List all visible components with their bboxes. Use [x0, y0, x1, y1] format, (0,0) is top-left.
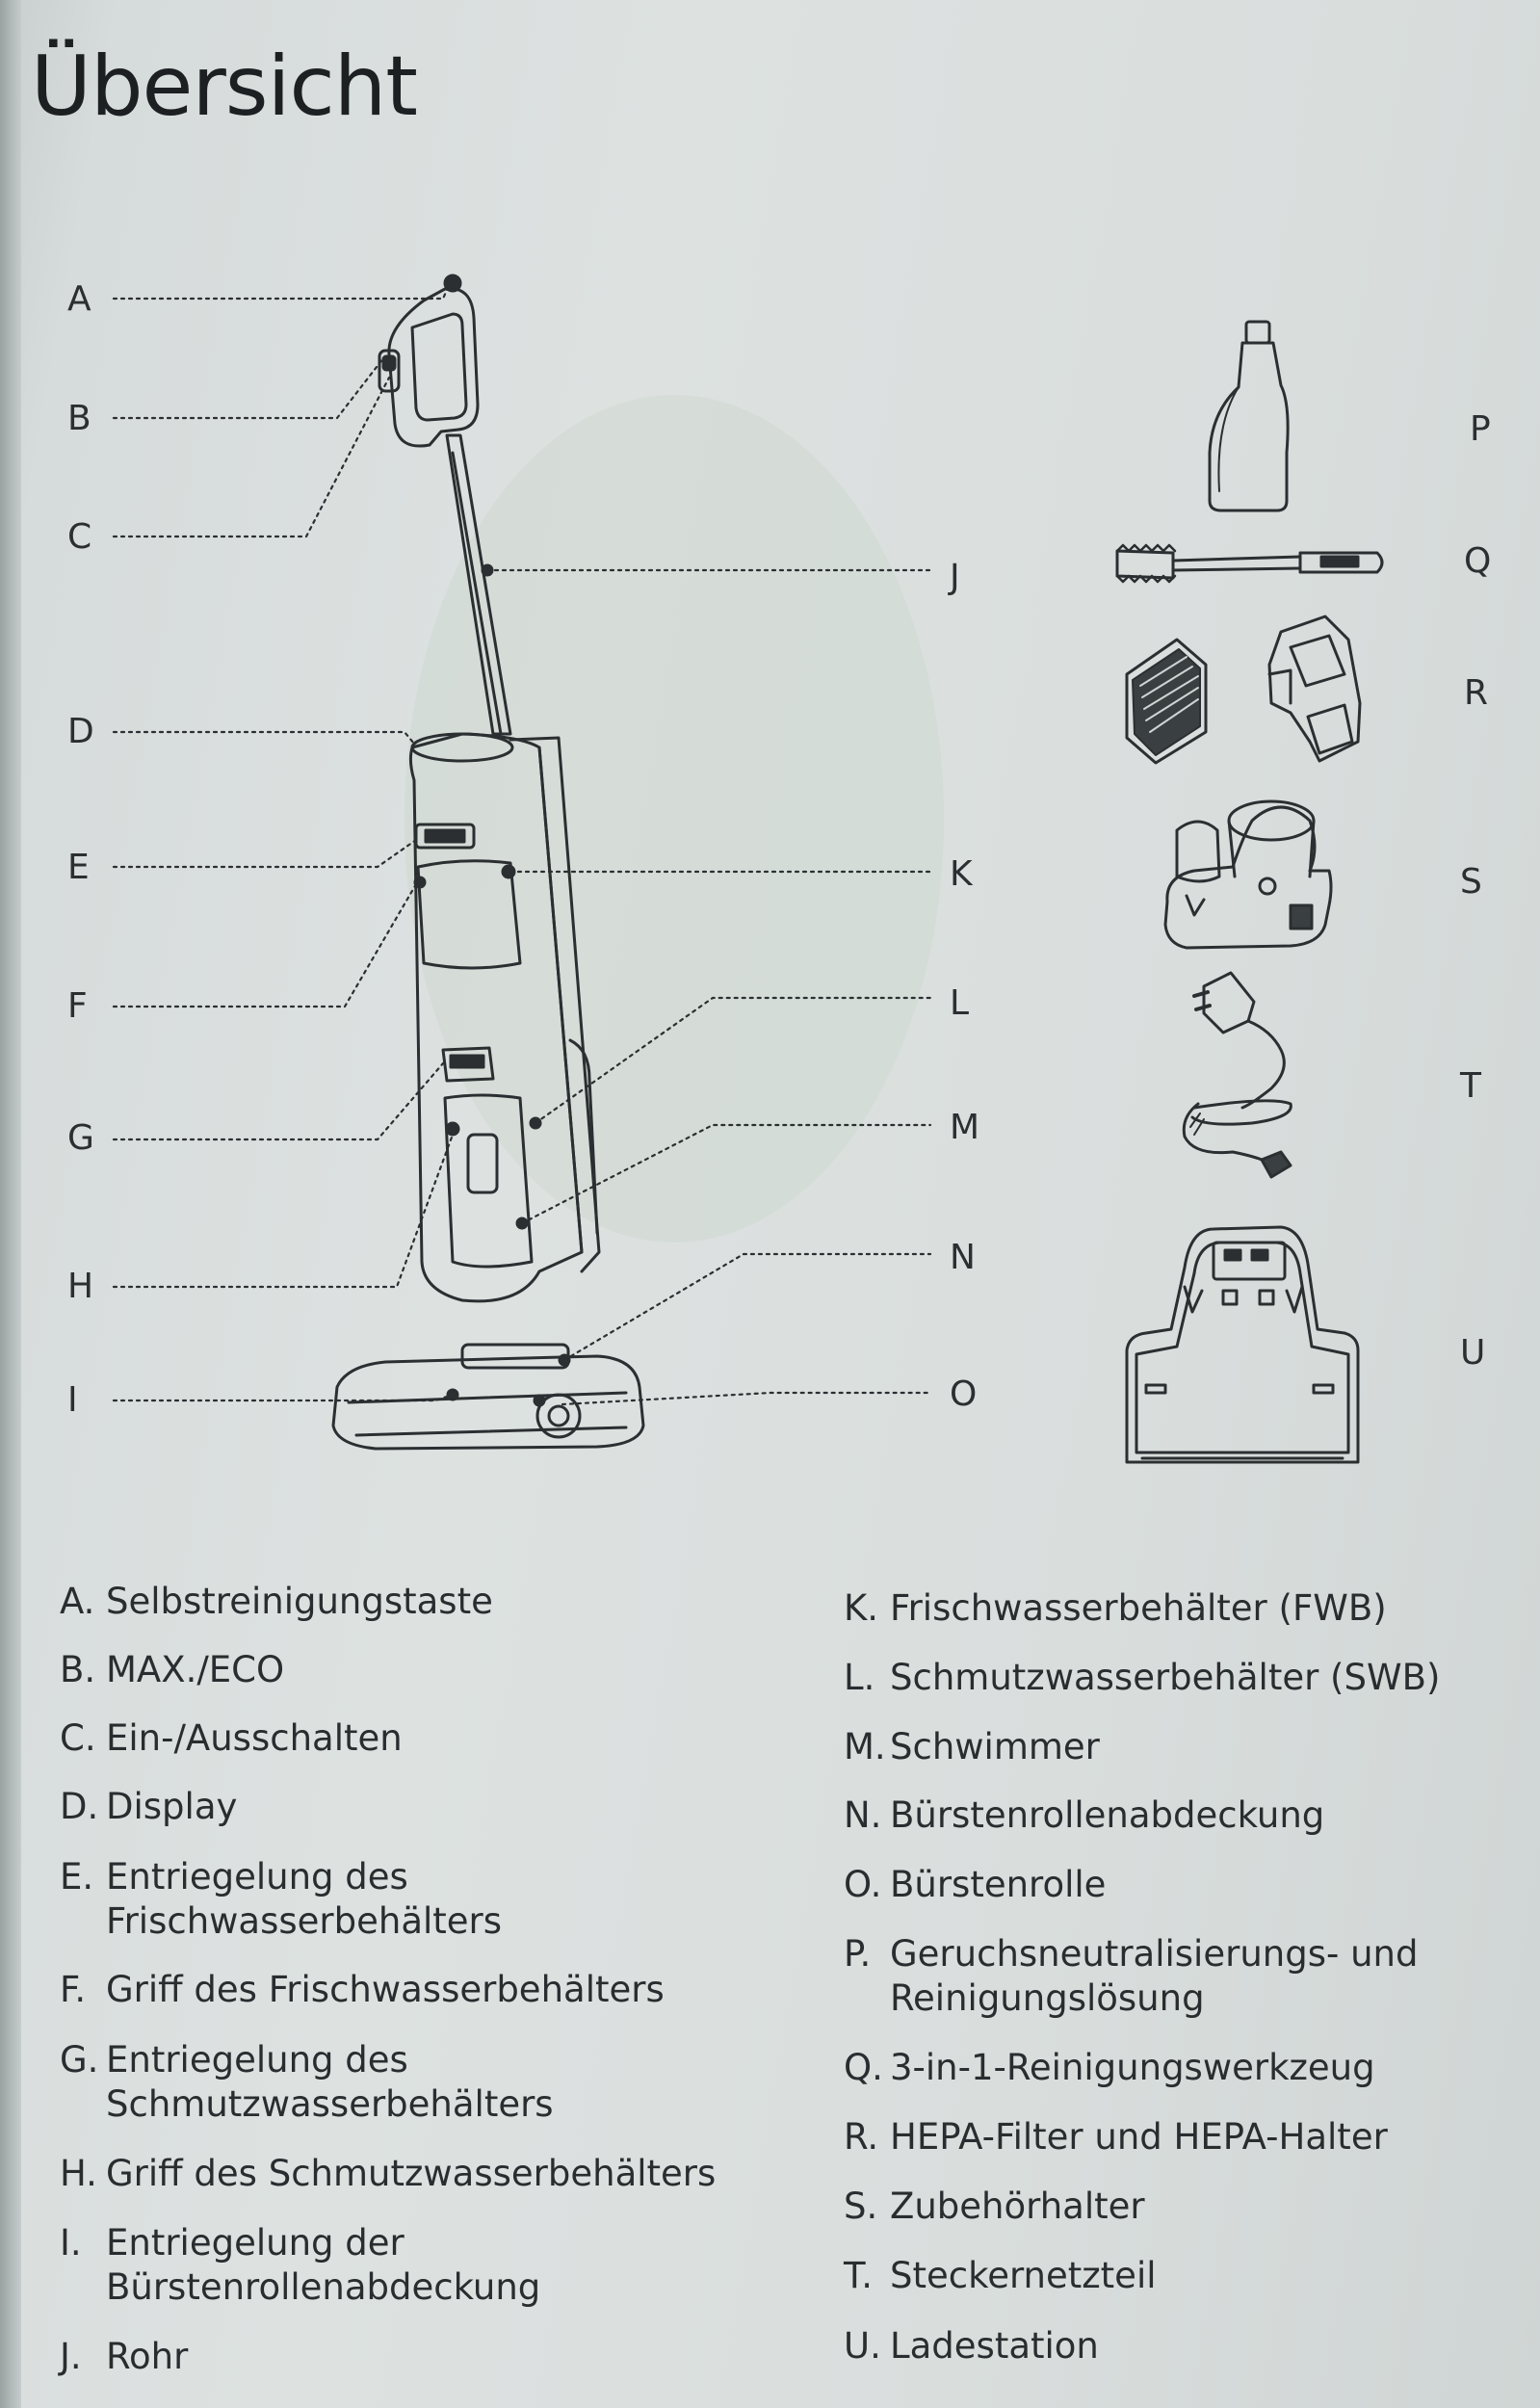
leader-d	[114, 732, 414, 744]
hepa-holder	[1269, 616, 1360, 761]
legend-item-k	[844, 1586, 1387, 1631]
legend-key: U.	[844, 2325, 881, 2367]
legend-text: Display	[106, 1786, 238, 1827]
leader-l	[535, 998, 930, 1123]
callout-letter-e: E	[67, 848, 90, 887]
callout-letter-n: N	[950, 1238, 976, 1277]
legend-key: N.	[844, 1794, 882, 1836]
accessory-holder	[1165, 801, 1331, 948]
callout-letter-l: L	[950, 983, 970, 1023]
legend-key: D.	[60, 1786, 99, 1827]
legend-text: MAX./ECO	[106, 1649, 285, 1690]
callout-letter-d: D	[67, 712, 94, 751]
callout-letter-g: G	[67, 1118, 94, 1158]
legend-key: H.	[60, 2153, 97, 2194]
legend-key: O.	[844, 1864, 882, 1905]
callout-letter-r: R	[1464, 673, 1489, 713]
callout-letter-t: T	[1460, 1066, 1481, 1106]
legend-key: K.	[844, 1587, 879, 1629]
legend-text: HEPA-Filter und HEPA-Halter	[890, 2116, 1388, 2158]
leader-g	[114, 1063, 443, 1139]
legend-text: 3-in-1-Reinigungswerkzeug	[890, 2047, 1375, 2088]
power-adapter	[1184, 973, 1291, 1177]
solution-bottle	[1210, 322, 1288, 510]
legend-item-m	[844, 1725, 1100, 1769]
leader-f	[114, 884, 416, 1007]
legend-key: Q.	[844, 2047, 883, 2088]
callout-letter-k: K	[950, 854, 973, 894]
leader-h	[114, 1135, 453, 1287]
legend-text: Entriegelung des Schmutzwasserbehälters	[106, 2039, 554, 2125]
vacuum-floor-head	[333, 1345, 643, 1449]
legend-item-s	[844, 2185, 1145, 2229]
leader-a	[114, 281, 451, 299]
legend-key: G.	[60, 2039, 99, 2081]
callout-letter-i: I	[67, 1380, 78, 1420]
legend-item-o	[844, 1863, 1106, 1907]
callout-letter-h: H	[67, 1267, 94, 1306]
callout-letter-o: O	[950, 1374, 978, 1414]
leader-lines	[114, 281, 930, 1404]
legend-key: F.	[60, 1969, 87, 2010]
legend-key: S.	[844, 2186, 878, 2227]
legend-key: C.	[60, 1717, 96, 1759]
legend-item-p	[844, 1932, 1422, 2021]
vacuum-body	[410, 734, 599, 1301]
legend-text: Steckernetzteil	[890, 2255, 1157, 2296]
legend-key: M.	[844, 1726, 886, 1767]
legend-item-j	[60, 2335, 188, 2379]
legend-text: Frischwasserbehälter (FWB)	[890, 1587, 1387, 1629]
self-clean-button	[445, 275, 460, 291]
legend-text: Ein-/Ausschalten	[106, 1717, 403, 1759]
vacuum-handle	[379, 275, 478, 446]
callout-letter-b: B	[67, 399, 91, 438]
legend-text: Zubehörhalter	[890, 2186, 1145, 2227]
callout-letter-q: Q	[1464, 541, 1492, 581]
charging-station	[1127, 1227, 1358, 1462]
legend-item-r	[844, 2115, 1388, 2159]
legend-item-e	[60, 1855, 503, 1944]
callout-letter-c: C	[67, 517, 92, 557]
legend-text: Bürstenrolle	[890, 1864, 1107, 1905]
legend-key: I.	[60, 2222, 82, 2264]
legend-text: Selbstreinigungstaste	[106, 1581, 493, 1622]
legend-item-c	[60, 1716, 403, 1761]
leader-e	[114, 840, 416, 867]
legend-key: B.	[60, 1649, 96, 1690]
legend-item-g	[60, 2038, 554, 2127]
callout-letter-f: F	[67, 986, 88, 1026]
legend-text: Ladestation	[890, 2325, 1099, 2367]
legend-text: Entriegelung des Frischwasserbehälters	[106, 1856, 503, 1942]
legend-item-q	[844, 2046, 1375, 2090]
legend-item-t	[844, 2254, 1157, 2298]
hepa-filter	[1127, 640, 1206, 763]
leader-m	[522, 1125, 930, 1223]
legend-item-n	[844, 1793, 1324, 1838]
page-title: Übersicht	[31, 39, 418, 135]
legend-text: Griff des Frischwasserbehälters	[106, 1969, 665, 2010]
legend-key: A.	[60, 1581, 95, 1622]
callout-letter-a: A	[67, 279, 91, 319]
swb-handle	[468, 1135, 497, 1192]
cleaning-tool	[1117, 545, 1382, 582]
legend-item-u	[844, 2324, 1099, 2369]
legend-text: Schmutzwasserbehälter (SWB)	[890, 1657, 1441, 1698]
legend-text: Entriegelung der Bürstenrollenabdeckung	[106, 2222, 541, 2308]
leader-c	[114, 378, 389, 537]
legend-text: Bürstenrollenabdeckung	[890, 1794, 1325, 1836]
leader-b	[114, 358, 383, 418]
callout-letter-m: M	[950, 1108, 980, 1147]
legend-key: P.	[844, 1933, 872, 1975]
legend-text: Griff des Schmutzwasserbehälters	[106, 2153, 717, 2194]
legend-key: L.	[844, 1657, 875, 1698]
callout-letter-s: S	[1460, 862, 1482, 902]
legend-text: Rohr	[106, 2336, 189, 2377]
callout-letter-p: P	[1470, 409, 1491, 449]
callout-letter-j: J	[950, 558, 960, 597]
legend-key: J.	[60, 2336, 82, 2377]
legend-key: T.	[844, 2255, 873, 2296]
legend-item-b	[60, 1648, 284, 1692]
legend-key: E.	[60, 1856, 94, 1898]
callout-letter-u: U	[1460, 1333, 1486, 1373]
legend-item-h	[60, 2152, 716, 2196]
legend-text: Geruchsneutralisierungs- und Reinigungslösung	[890, 1933, 1419, 2019]
legend-text: Schwimmer	[890, 1726, 1100, 1767]
leader-n	[564, 1254, 930, 1360]
legend-key: R.	[844, 2116, 879, 2158]
legend-item-l	[844, 1656, 1440, 1700]
legend-item-d	[60, 1785, 237, 1829]
legend-item-f	[60, 1968, 665, 2012]
legend-item-i	[60, 2221, 561, 2310]
legend-item-a	[60, 1580, 493, 1624]
